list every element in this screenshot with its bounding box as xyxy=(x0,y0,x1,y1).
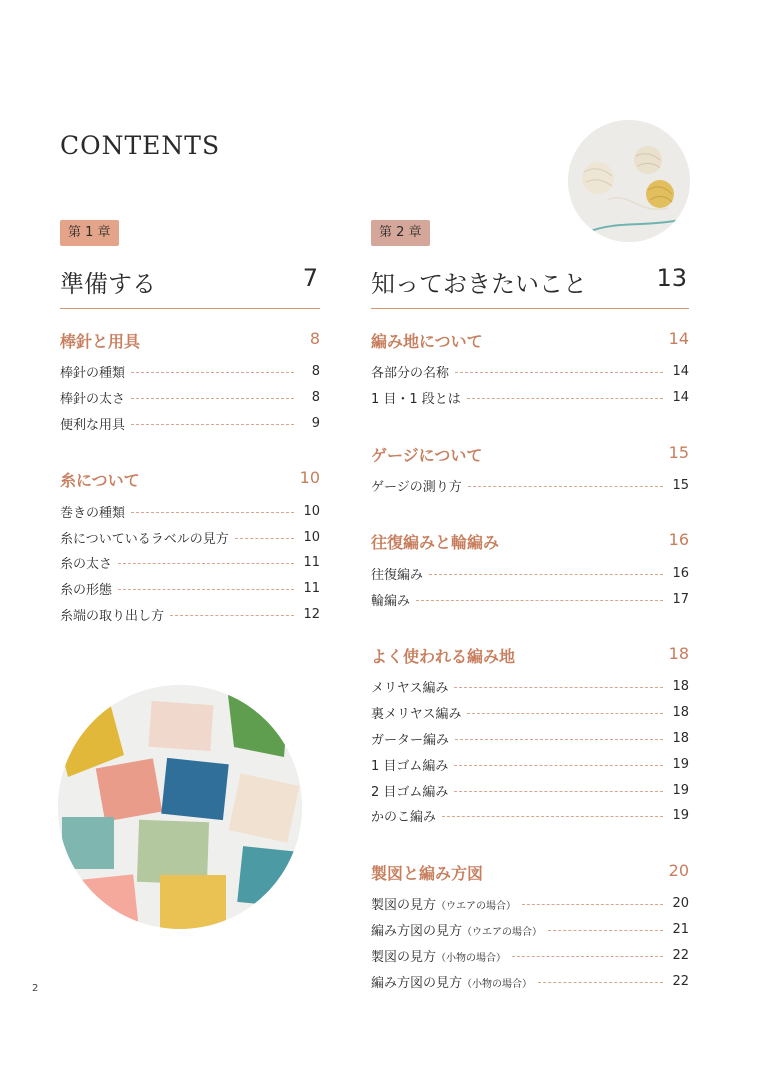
section-heading xyxy=(371,329,689,353)
toc-entry-text: 編み方図の見方 xyxy=(371,923,463,939)
dotted-leader xyxy=(416,600,663,601)
toc-entry xyxy=(371,586,689,612)
toc-entry xyxy=(371,942,689,968)
section-page-number: 15 xyxy=(668,442,689,462)
dotted-leader xyxy=(170,615,294,616)
toc-entry-page: 10 xyxy=(303,529,320,545)
toc-section xyxy=(371,443,689,499)
chapter-page-number: 13 xyxy=(656,264,687,292)
page-number: 2 xyxy=(32,983,39,994)
chapter-badge: 第 2 章 xyxy=(371,220,430,246)
section-title: ゲージについて xyxy=(371,445,483,465)
toc-section xyxy=(371,861,689,994)
toc-entry-page: 8 xyxy=(311,390,320,406)
toc-entry-text: 2 目ゴム編み xyxy=(371,784,449,800)
dotted-leader xyxy=(454,687,663,688)
toc-entry-page: 20 xyxy=(672,896,689,912)
toc-entry-text: 1 目・1 段とは xyxy=(371,392,461,408)
toc-entry-page: 14 xyxy=(672,390,689,406)
toc-entry-text: 製図の見方 xyxy=(371,949,437,965)
toc-entry xyxy=(60,550,320,576)
toc-entry-page: 11 xyxy=(303,581,320,597)
toc-entry-label xyxy=(371,946,506,965)
toc-section xyxy=(371,329,689,411)
section-page-number: 18 xyxy=(668,643,689,663)
toc-entry xyxy=(371,700,689,726)
toc-entry xyxy=(371,359,689,385)
toc-entry-text: ゲージの測り方 xyxy=(371,479,462,495)
toc-entry xyxy=(60,385,320,411)
toc-entry-page: 19 xyxy=(672,782,689,798)
toc-entry-page: 8 xyxy=(311,364,320,380)
toc-entry-label xyxy=(371,755,448,774)
toc-entry xyxy=(371,777,689,803)
dotted-leader xyxy=(118,563,294,564)
dotted-leader xyxy=(131,398,294,399)
toc-entry-page: 19 xyxy=(672,756,689,772)
toc-entry-text: 棒針の太さ xyxy=(60,392,126,408)
section-page-number: 16 xyxy=(668,530,689,550)
toc-entry-label xyxy=(371,362,449,381)
toc-entry-note: （ウエアの場合） xyxy=(462,926,543,938)
toc-entry xyxy=(60,359,320,385)
toc-entry-page: 19 xyxy=(672,808,689,824)
toc-entry-text: 便利な用具 xyxy=(60,417,126,433)
toc-entry-label xyxy=(60,502,125,521)
chapter-1-column xyxy=(60,220,320,627)
dotted-leader xyxy=(538,982,663,983)
toc-entry-label xyxy=(371,806,436,825)
toc-entry-text: 編み方図の見方 xyxy=(371,975,463,991)
dotted-leader xyxy=(235,538,294,539)
toc-entry-label xyxy=(371,894,516,913)
toc-entry xyxy=(60,576,320,602)
dotted-leader xyxy=(522,904,663,905)
toc-entry xyxy=(371,751,689,777)
toc-entry xyxy=(60,602,320,628)
toc-entry-label xyxy=(371,920,542,939)
toc-entry-label xyxy=(371,388,461,407)
toc-entry xyxy=(371,560,689,586)
toc-section xyxy=(371,644,689,829)
toc-entry-text: 往復編み xyxy=(371,567,424,583)
toc-entry-note: （小物の場合） xyxy=(462,978,533,990)
toc-entry xyxy=(371,917,689,943)
chapter-title: 知っておきたいこと xyxy=(371,270,587,298)
chapter-heading xyxy=(371,258,689,309)
dotted-leader xyxy=(468,486,663,487)
toc-entry xyxy=(371,891,689,917)
toc-entry-text: 糸についているラベルの見方 xyxy=(60,531,229,547)
toc-entry-text: 棒針の種類 xyxy=(60,366,126,382)
toc-entry xyxy=(60,411,320,437)
toc-entry-page: 22 xyxy=(672,973,689,989)
toc-entry-text: 糸端の取り出し方 xyxy=(60,608,165,624)
dotted-leader xyxy=(442,816,663,817)
toc-entry-page: 12 xyxy=(303,606,320,622)
toc-entry xyxy=(371,968,689,994)
toc-entry-text: 製図の見方 xyxy=(371,898,437,914)
section-page-number: 8 xyxy=(309,329,320,348)
toc-section xyxy=(60,468,320,627)
toc-entry-text: 糸の形態 xyxy=(60,583,113,599)
section-title: 糸について xyxy=(60,471,140,491)
toc-entry-page: 18 xyxy=(672,679,689,695)
toc-entry-label xyxy=(60,414,125,433)
toc-entry-page: 18 xyxy=(672,705,689,721)
toc-entry-page: 21 xyxy=(672,921,689,937)
dotted-leader xyxy=(429,574,663,575)
section-title: 編み地について xyxy=(371,332,483,351)
section-page-number: 14 xyxy=(668,329,689,348)
toc-entry-page: 9 xyxy=(311,415,320,431)
toc-entry-page: 17 xyxy=(672,591,689,607)
toc-entry xyxy=(371,803,689,829)
toc-entry-text: かのこ編み xyxy=(371,810,437,826)
section-heading xyxy=(371,861,689,885)
knit-swatches-illustration xyxy=(58,685,302,929)
toc-entry-label xyxy=(371,677,448,696)
chapter-page-number: 7 xyxy=(302,264,318,292)
toc-entry xyxy=(60,498,320,524)
dotted-leader xyxy=(455,739,663,740)
section-heading xyxy=(371,443,689,467)
toc-entry-label xyxy=(371,564,423,583)
toc-section xyxy=(371,530,689,612)
toc-entry-page: 18 xyxy=(672,730,689,746)
section-heading xyxy=(60,329,320,353)
toc-entry-note: （小物の場合） xyxy=(436,952,507,964)
section-heading xyxy=(371,530,689,554)
dotted-leader xyxy=(454,791,663,792)
toc-entry-page: 11 xyxy=(303,555,320,571)
toc-entry-label xyxy=(371,729,449,748)
toc-entry-text: 輪編み xyxy=(371,593,411,609)
section-heading xyxy=(60,468,320,492)
chapter-heading xyxy=(60,258,320,309)
dotted-leader xyxy=(512,956,663,957)
toc-entry-label xyxy=(371,703,461,722)
section-title: よく使われる編み地 xyxy=(371,646,516,666)
toc-entry xyxy=(371,674,689,700)
dotted-leader xyxy=(467,398,663,399)
section-title: 棒針と用具 xyxy=(60,332,141,351)
section-title: 往復編みと輪編み xyxy=(371,533,500,553)
toc-entry-label xyxy=(60,553,112,572)
toc-entry-label xyxy=(371,476,462,495)
toc-entry-label xyxy=(371,972,532,991)
toc-entry-text: 1 目ゴム編み xyxy=(371,758,449,774)
chapter-badge: 第 1 章 xyxy=(60,220,119,246)
toc-entry-label xyxy=(60,605,164,624)
section-page-number: 10 xyxy=(299,468,320,488)
toc-entry-label xyxy=(60,362,125,381)
toc-entry-label xyxy=(60,528,229,547)
toc-entry-text: メリヤス編み xyxy=(371,681,449,697)
toc-entry xyxy=(371,473,689,499)
toc-entry-label xyxy=(371,781,448,800)
section-page-number: 20 xyxy=(668,860,689,880)
toc-entry-label xyxy=(60,579,112,598)
knit-swatches-photo xyxy=(58,685,302,929)
toc-entry-page: 15 xyxy=(672,477,689,493)
toc-entry-page: 22 xyxy=(672,947,689,963)
dotted-leader xyxy=(131,424,294,425)
dotted-leader xyxy=(455,372,663,373)
toc-entry-label xyxy=(371,590,410,609)
toc-entry-text: 各部分の名称 xyxy=(371,366,450,382)
dotted-leader xyxy=(131,512,294,513)
toc-section xyxy=(60,329,320,436)
toc-entry xyxy=(60,524,320,550)
yarn-balls-photo xyxy=(568,120,690,242)
toc-entry-page: 14 xyxy=(672,364,689,380)
toc-entry xyxy=(371,726,689,752)
toc-entry-note: （ウエアの場合） xyxy=(436,901,517,913)
toc-entry-page: 16 xyxy=(672,565,689,581)
toc-entry xyxy=(371,385,689,411)
dotted-leader xyxy=(454,765,663,766)
toc-entry-text: 糸の太さ xyxy=(60,557,113,573)
yarn-balls-illustration xyxy=(568,120,690,242)
dotted-leader xyxy=(118,589,294,590)
dotted-leader xyxy=(131,372,294,373)
toc-entry-label xyxy=(60,388,125,407)
contents-title: CONTENTS xyxy=(60,131,221,160)
section-heading xyxy=(371,644,689,668)
toc-entry-page: 10 xyxy=(303,503,320,519)
chapter-2-column xyxy=(371,220,689,994)
toc-entry-text: 裏メリヤス編み xyxy=(371,707,462,723)
chapter-title: 準備する xyxy=(60,270,156,298)
section-title: 製図と編み方図 xyxy=(371,863,484,883)
toc-entry-text: ガーター編み xyxy=(371,732,450,748)
dotted-leader xyxy=(467,713,663,714)
toc-entry-text: 巻きの種類 xyxy=(60,505,126,521)
dotted-leader xyxy=(548,930,663,931)
